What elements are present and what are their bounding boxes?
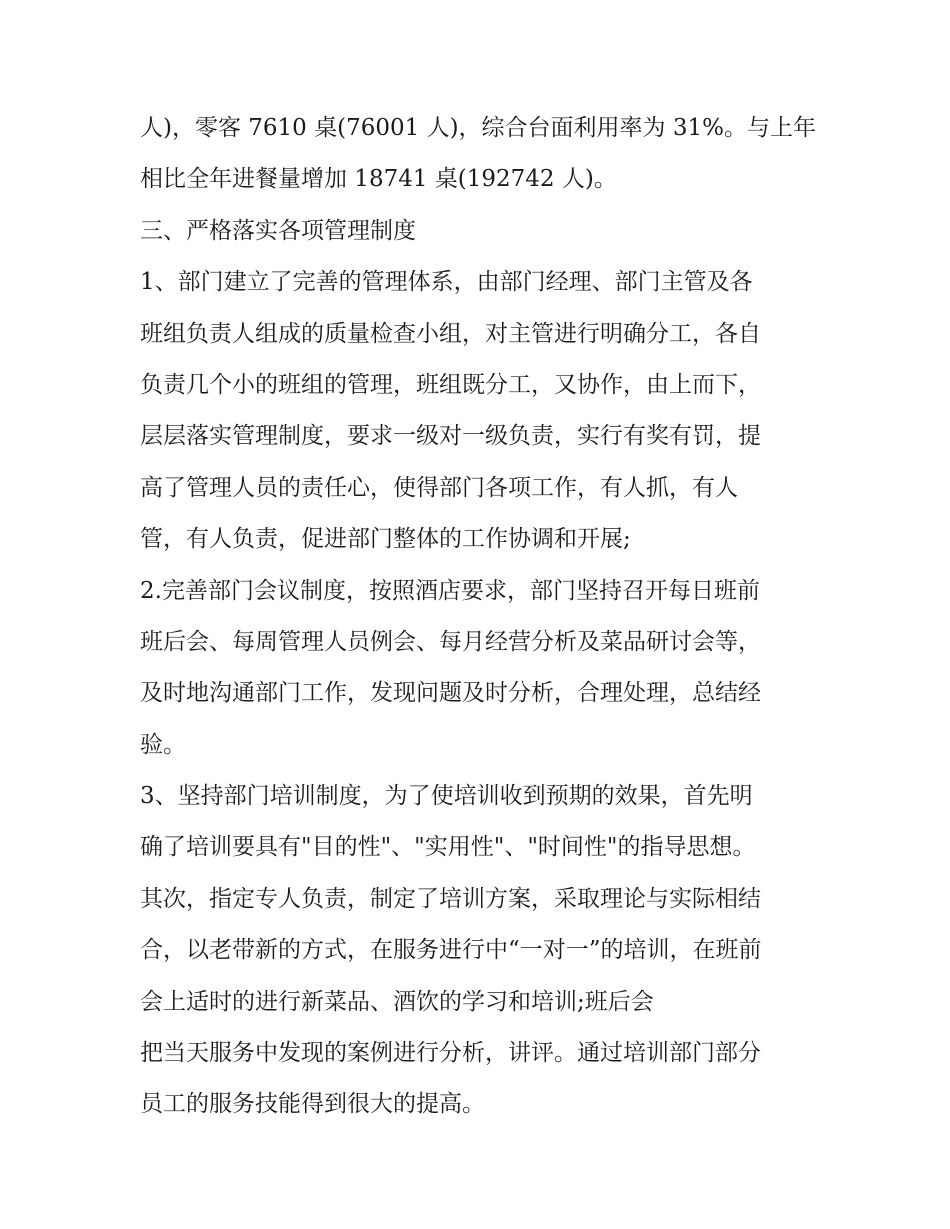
text-line: 合，以老带新的方式，在服务进行中“一对一”的培训，在班前 xyxy=(140,937,762,964)
text-line: 其次，指定专人负责，制定了培训方案，采取理论与实际相结 xyxy=(140,885,761,912)
text-line: 会上适时的进行新菜品、酒饮的学习和培训;班后会 xyxy=(140,988,654,1015)
text-line: 相比全年进餐量增加 18741 桌(192742 人)。 xyxy=(140,166,617,193)
text-line: 高了管理人员的责任心，使得部门各项工作，有人抓，有人 xyxy=(140,474,738,501)
text-line: 及时地沟通部门工作，发现问题及时分析，合理处理，总结经 xyxy=(140,680,761,707)
text-line: 确了培训要具有"目的性"、"实用性"、"时间性"的指导思想。 xyxy=(140,834,756,861)
text-line: 员工的服务技能得到很大的提高。 xyxy=(140,1091,485,1118)
text-line: 班后会、每周管理人员例会、每月经营分析及菜品研讨会等， xyxy=(140,628,761,655)
text-line: 把当天服务中发现的案例进行分析，讲评。通过培训部门部分 xyxy=(140,1040,761,1067)
text-line: 层层落实管理制度，要求一级对一级负责，实行有奖有罚，提 xyxy=(140,423,761,450)
text-line: 班组负责人组成的质量检查小组，对主管进行明确分工，各自 xyxy=(140,320,761,347)
text-line: 负责几个小的班组的管理，班组既分工，又协作，由上而下， xyxy=(140,371,761,398)
text-line: 人)，零客 7610 桌(76001 人)，综合台面利用率为 31%。与上年 xyxy=(140,115,816,141)
text-line: 管，有人负责，促进部门整体的工作协调和开展; xyxy=(140,526,631,553)
text-line: 2.完善部门会议制度，按照酒店要求，部门坚持召开每日班前 xyxy=(140,577,760,604)
text-line: 验。 xyxy=(140,731,186,758)
section-heading: 三、严格落实各项管理制度 xyxy=(140,217,416,244)
text-line: 1、部门建立了完善的管理体系，由部门经理、部门主管及各 xyxy=(140,269,753,296)
text-line: 3、坚持部门培训制度，为了使培训收到预期的效果，首先明 xyxy=(140,783,753,810)
body-text xyxy=(140,103,820,1131)
